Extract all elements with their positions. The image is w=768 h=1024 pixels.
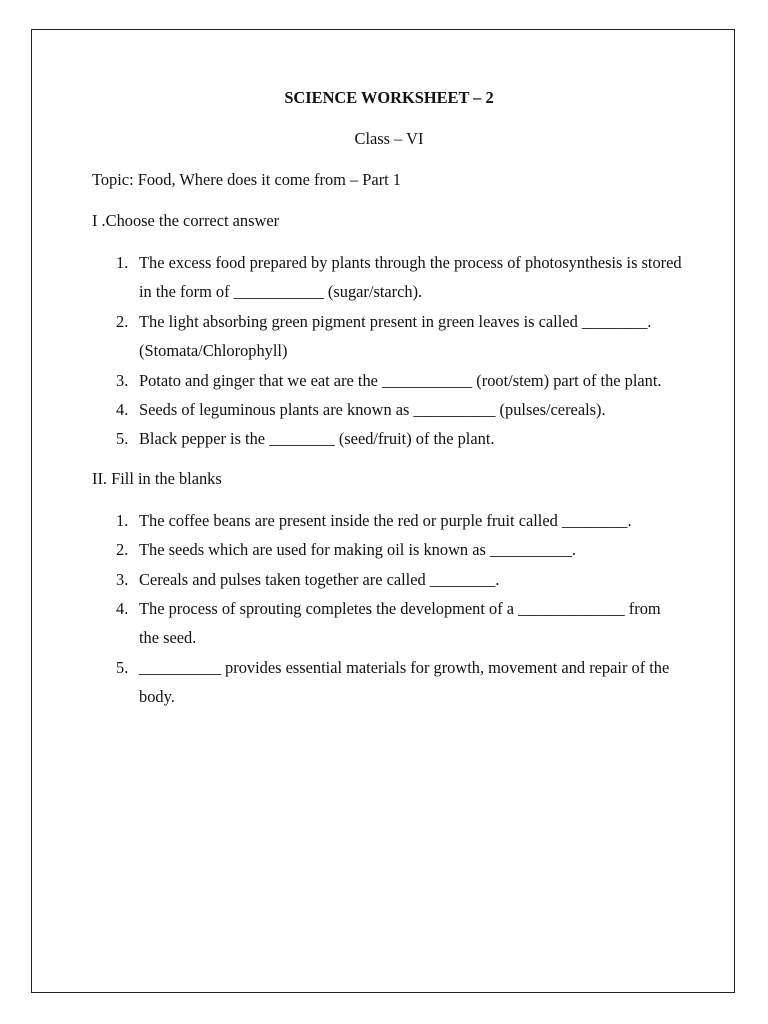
section2-heading: II. Fill in the blanks	[92, 468, 222, 488]
question-number: 2.	[116, 540, 129, 560]
question-number: 4.	[116, 599, 129, 619]
worksheet-title: SCIENCE WORKSHEET – 2	[284, 88, 494, 107]
question-item	[92, 395, 682, 424]
section1-question-list	[92, 248, 682, 454]
question-text: __________ provides essential materials for growth, movement and repair of the body.	[139, 657, 670, 707]
class-label: Class – VI	[354, 129, 424, 148]
question-text: The process of sprouting completes the development of a _____________ from the seed.	[139, 599, 661, 648]
question-number: 3.	[116, 370, 129, 390]
topic-line: Topic: Food, Where does it come from – Part 1	[92, 170, 401, 189]
question-item	[92, 366, 682, 395]
question-number: 3.	[116, 569, 129, 589]
question-number: 2.	[116, 311, 129, 331]
section2-question-list	[92, 506, 682, 712]
question-text: The light absorbing green pigment present in green leaves is called ________. (Stomata/Chlorophyll)	[139, 311, 652, 361]
question-item	[92, 248, 682, 307]
question-text: Seeds of leguminous plants are known as __________ (pulses/cereals).	[139, 400, 606, 420]
question-item	[92, 424, 682, 453]
question-item	[92, 565, 682, 594]
question-text: Cereals and pulses taken together are called ________.	[139, 569, 500, 589]
question-number: 4.	[116, 400, 129, 420]
question-text: The seeds which are used for making oil is known as __________.	[139, 540, 577, 560]
question-text: The excess food prepared by plants through the process of photosynthesis is stored in the form of ___________ (sugar/starch).	[139, 253, 682, 302]
question-text: The coffee beans are present inside the red or purple fruit called ________.	[139, 510, 632, 530]
question-item	[92, 506, 682, 535]
question-text: Black pepper is the ________ (seed/fruit) of the plant.	[139, 429, 495, 449]
section1-heading: I .Choose the correct answer	[92, 211, 280, 230]
question-number: 5.	[116, 657, 129, 677]
question-text: Potato and ginger that we eat are the ___________ (root/stem) part of the plant.	[139, 370, 662, 390]
question-number: 1.	[116, 253, 129, 272]
question-number: 1.	[116, 510, 129, 530]
question-item	[92, 594, 682, 653]
question-number: 5.	[116, 429, 129, 449]
question-item	[92, 535, 682, 564]
worksheet-content	[92, 84, 682, 712]
question-item	[92, 653, 682, 712]
question-item	[92, 307, 682, 366]
